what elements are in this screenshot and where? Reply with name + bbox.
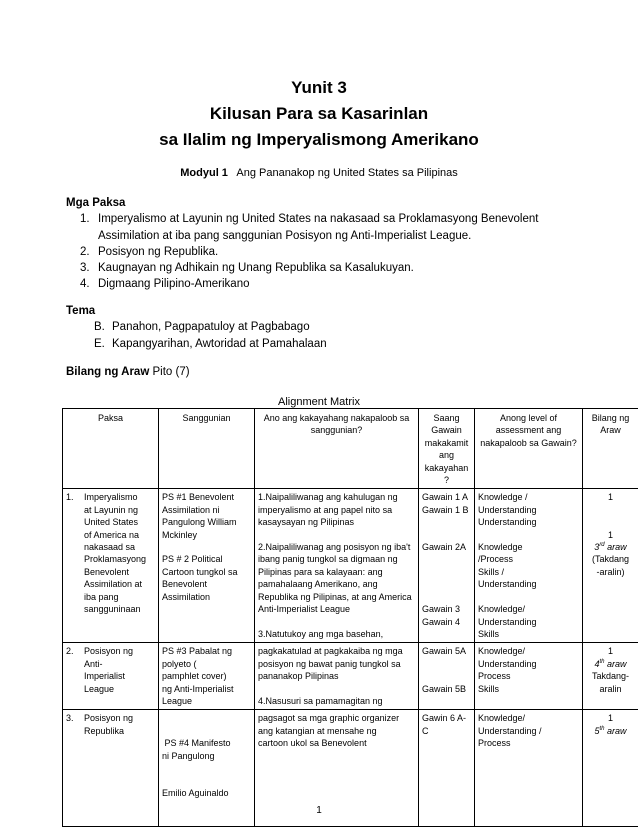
cell-araw: 1 1 3rd araw (Takdang -aralin)	[583, 489, 638, 643]
modyul-label: Modyul 1	[180, 167, 228, 179]
cell-assessment: Knowledge / Understanding Understanding Knowledge /Process Skills / Understanding Knowledge/ Understanding Skills	[475, 489, 583, 643]
unit-subtitle: Kilusan Para sa Kasarinlan	[0, 104, 638, 124]
cell-sanggunian: PS #1 Benevolent Assimilation ni Pangulong William Mckinley PS # 2 Political Cartoon tungkol sa Benevolent Assimilation	[159, 489, 255, 643]
cell-assessment: Knowledge/ Understanding / Process	[475, 710, 583, 827]
cell-kakayahan: pagsagot sa mga graphic organizer ang katangian at mensahe ng cartoon ukol sa Benevolent	[255, 710, 419, 827]
cell-assessment: Knowledge/ Understanding Process Skills	[475, 643, 583, 710]
header-assessment: Anong level of assessment ang nakapaloob sa Gawain?	[475, 409, 583, 489]
cell-araw: 1 4th araw Takdang- aralin	[583, 643, 638, 710]
header-sanggunian: Sanggunian	[159, 409, 255, 489]
paksa-item-1-line-1: Imperyalismo at Layunin ng United States na nakasaad sa Proklamasyong Benevolent	[98, 213, 538, 225]
cell-kakayahan: 1.Naipaliliwanag ang kahulugan ng imperyalismo at ang papel nito sa kasaysayan ng Pilipinas 2.Naipaliliwanag ang posisyon ng iba't ibang panig tungkol sa digmaan ng Pilipinas para sa kalayaan: ang pamahalaang Amerikano, ang Republika ng Pilipinas, at ang America Anti-Imperialist League 3.Natutukoy ang mga basehan,	[255, 489, 419, 643]
table-header-row	[63, 409, 638, 489]
paksa-num-2: 2.	[80, 246, 90, 258]
cell-paksa: 2. Posisyon ng Anti- Imperialist League	[63, 643, 159, 710]
cell-gawain: Gawain 1 A Gawain 1 B Gawain 2A Gawain 3 Gawain 4	[419, 489, 475, 643]
header-kakayahan: Ano ang kakayahang nakapaloob sa sanggunian?	[255, 409, 419, 489]
tema-letter-b: B.	[94, 321, 105, 333]
table-row	[63, 643, 638, 710]
cell-paksa: 1. Imperyalismo at Layunin ng United States of America na nakasaad sa Proklamasyong Benevolent Assimilation at iba pang sangguninaan	[63, 489, 159, 643]
cell-gawain: Gawin 6 A- C	[419, 710, 475, 827]
paksa-item-2: Posisyon ng Republika.	[98, 246, 218, 258]
alignment-matrix-table	[62, 408, 638, 827]
cell-kakayahan: pagkakatulad at pagkakaiba ng mga posisyon ng bawat panig tungkol sa pananakop Pilipinas 4.Nasusuri sa pamamagitan ng	[255, 643, 419, 710]
paksa-num-4: 4.	[80, 278, 90, 290]
unit-subtitle-2: sa Ilalim ng Imperyalismong Amerikano	[0, 130, 638, 150]
alignment-matrix-title: Alignment Matrix	[0, 396, 638, 408]
page-number: 1	[0, 805, 638, 816]
cell-paksa: 3. Posisyon ng Republika	[63, 710, 159, 827]
table-row	[63, 489, 638, 643]
tema-heading: Tema	[66, 305, 95, 317]
cell-araw: 1 5th araw	[583, 710, 638, 827]
paksa-heading: Mga Paksa	[66, 197, 125, 209]
paksa-num-1: 1.	[80, 213, 90, 225]
bilang-ng-araw	[66, 366, 190, 378]
unit-title: Yunit 3	[0, 78, 638, 98]
paksa-item-1-line-2: Assimilation at iba pang sanggunian Posisyon ng Anti-Imperialist League.	[98, 230, 471, 242]
tema-item-e: Kapangyarihan, Awtoridad at Pamahalaan	[112, 338, 327, 350]
header-araw: Bilang ng Araw	[583, 409, 638, 489]
header-paksa: Paksa	[63, 409, 159, 489]
modyul-line	[0, 167, 638, 179]
cell-sanggunian: PS #3 Pabalat ng polyeto ( pamphlet cover) ng Anti-Imperialist League	[159, 643, 255, 710]
paksa-item-4: Digmaang Pilipino-Amerikano	[98, 278, 250, 290]
bilang-value: Pito (7)	[152, 366, 189, 378]
cell-gawain: Gawain 5A Gawain 5B	[419, 643, 475, 710]
tema-letter-e: E.	[94, 338, 105, 350]
modyul-text: Ang Pananakop ng United States sa Pilipinas	[236, 167, 457, 179]
header-gawain: Saang Gawain makakamit ang kakayahan ?	[419, 409, 475, 489]
paksa-item-3: Kaugnayan ng Adhikain ng Unang Republika sa Kasalukuyan.	[98, 262, 414, 274]
bilang-label: Bilang ng Araw	[66, 366, 149, 378]
tema-item-b: Panahon, Pagpapatuloy at Pagbabago	[112, 321, 310, 333]
cell-sanggunian: PS #4 Manifesto ni Pangulong Emilio Aguinaldo	[159, 710, 255, 827]
paksa-num-3: 3.	[80, 262, 90, 274]
